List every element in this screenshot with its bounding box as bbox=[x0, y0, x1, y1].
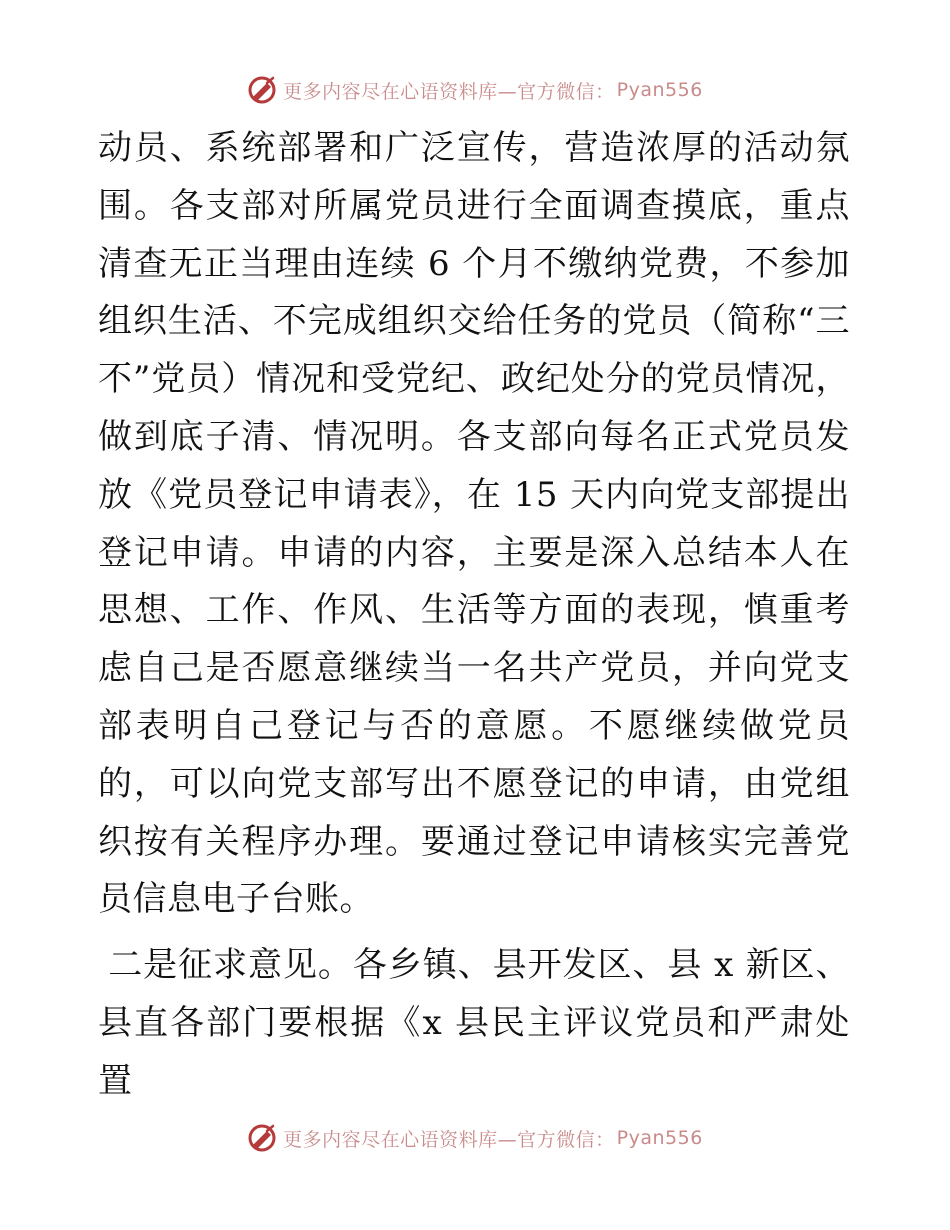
paragraph-2: 二是征求意见。各乡镇、县开发区、县 x 新区、县直各部门要根据《x 县民主评议党员和严肃处置 bbox=[98, 945, 850, 1101]
paragraph-1: 动员、系统部署和广泛宣传，营造浓厚的活动氛围。各支部对所属党员进行全面调查摸底，重点清查无正当理由连续 6 个月不缴纳党费，不参加组织生活、不完成组织交给任务的党员（简称“三不”党员）情况和受党纪、政纪处分的党员情况，做到底子清、情况明。各支部向每名正式党员发放《党员登记申请表》，在 15 天内向党支部提出登记申请。申请的内容，主要是深入总结本人在思想、工作、作风、生活等方面的表现，慎重考虑自己是否愿意继续当一名共产党员，并向党支部表明自己登记与否的意愿。不愿继续做党员的，可以向党支部写出不愿登记的申请，由党组织按有关程序办理。要通过登记申请核实完善党员信息电子台账。 bbox=[98, 128, 850, 920]
watermark-text: 更多内容尽在心语资料库—官方微信： bbox=[283, 80, 615, 103]
watermark-account: Pyan556 bbox=[616, 79, 703, 101]
footer-watermark bbox=[0, 1118, 950, 1158]
header-watermark bbox=[0, 70, 950, 110]
document-body bbox=[98, 120, 850, 1111]
watermark-text: 更多内容尽在心语资料库—官方微信： bbox=[283, 1128, 615, 1151]
watermark-account: Pyan556 bbox=[616, 1127, 703, 1149]
brush-logo-icon bbox=[247, 1123, 277, 1153]
brush-logo-icon bbox=[247, 75, 277, 105]
